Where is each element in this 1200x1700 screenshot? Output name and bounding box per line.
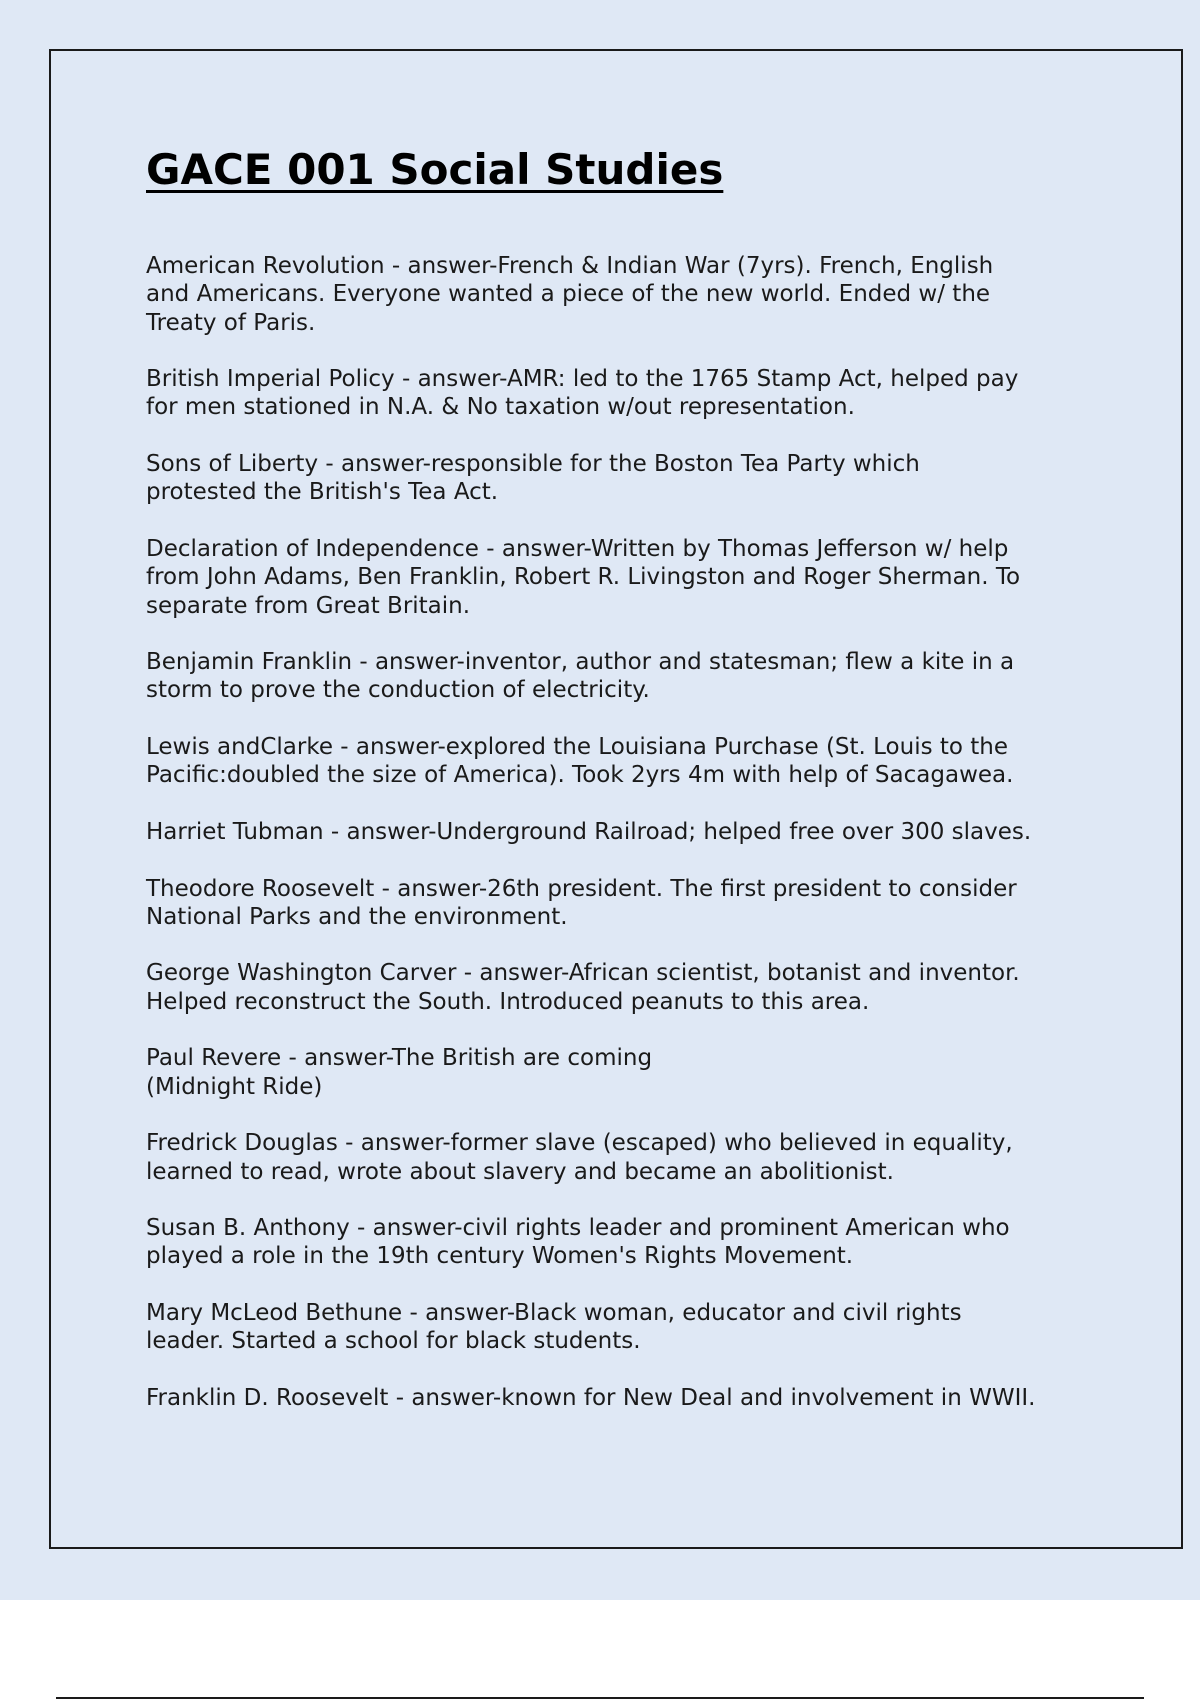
entry-lewis-and-clarke: Lewis andClarke - answer-explored the Louisiana Purchase (St. Louis to the Pacific:doubled the size of America). Took 2yrs 4m with help of Sacagawea. bbox=[146, 734, 1014, 789]
entry-declaration-of-independence: Declaration of Independence - answer-Written by Thomas Jefferson w/ help from John Adams, Ben Franklin, Robert R. Livingston and Roger Sherman. To separate from Great Britain. bbox=[146, 535, 1021, 619]
entry-susan-b-anthony: Susan B. Anthony - answer-civil rights leader and prominent American who played a role in the 19th century Women's Rights Movement. bbox=[146, 1215, 1010, 1270]
entry-mary-mcleod-bethune: Mary McLeod Bethune - answer-Black woman, educator and civil rights leader. Started a school for black students. bbox=[146, 1299, 962, 1355]
entry-paul-revere: Paul Revere - answer-The British are coming (Midnight Ride) bbox=[146, 1045, 653, 1100]
entry-theodore-roosevelt: Theodore Roosevelt - answer-26th president. The first president to consider National Parks and the environment. bbox=[146, 875, 1017, 930]
entry-harriet-tubman: Harriet Tubman - answer-Underground Railroad; helped free over 300 slaves. bbox=[146, 818, 1032, 845]
entry-franklin-d-roosevelt: Franklin D. Roosevelt - answer-known for New Deal and involvement in WWII. bbox=[146, 1384, 1036, 1411]
entry-list bbox=[146, 252, 1096, 1440]
entry-british-imperial-policy: British Imperial Policy - answer-AMR: led to the 1765 Stamp Act, helped pay for men stationed in N.A. & No taxation w/out representation. bbox=[146, 366, 1019, 421]
entry-george-washington-carver: George Washington Carver - answer-African scientist, botanist and inventor. Helped reconstruct the South. Introduced peanuts to this area. bbox=[146, 960, 1020, 1015]
entry-american-revolution: American Revolution - answer-French & Indian War (7yrs). French, English and Americans. Everyone wanted a piece of the new world. Ended w/ the Treaty of Paris. bbox=[146, 253, 994, 336]
entry-benjamin-franklin: Benjamin Franklin - answer-inventor, author and statesman; flew a kite in a storm to prove the conduction of electricity. bbox=[146, 649, 1015, 704]
entry-fredrick-douglas: Fredrick Douglas - answer-former slave (escaped) who believed in equality, learned to read, wrote about slavery and became an abolitionist. bbox=[146, 1130, 1013, 1185]
document-title: GACE 001 Social Studies bbox=[146, 145, 724, 194]
entry-sons-of-liberty: Sons of Liberty - answer-responsible for the Boston Tea Party which protested the British's Tea Act. bbox=[146, 451, 920, 506]
footer-divider bbox=[56, 1697, 1144, 1699]
